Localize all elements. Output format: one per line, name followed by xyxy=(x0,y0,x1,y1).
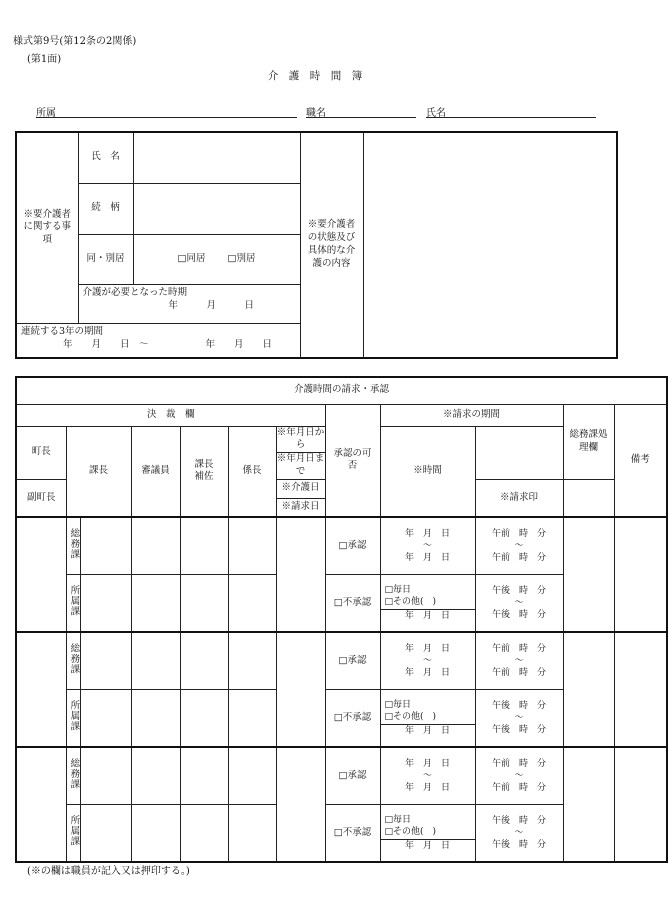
kessai-header: 決 裁 欄 xyxy=(16,404,325,426)
somuka-label: 総務課 xyxy=(66,632,80,689)
time-header: ※時間 xyxy=(380,426,475,517)
seal-cell[interactable] xyxy=(228,574,276,632)
seal-cell[interactable] xyxy=(180,804,228,862)
seal-cell[interactable] xyxy=(228,689,276,747)
seal-cell[interactable] xyxy=(180,632,228,689)
care-target-table xyxy=(15,131,618,359)
chocho-seal[interactable] xyxy=(16,747,66,862)
somu-header: 総務課処理欄 xyxy=(563,404,614,479)
request-row xyxy=(16,632,667,689)
shimei-label: 氏名 xyxy=(426,108,446,119)
living-separate-checkbox[interactable]: □別居 xyxy=(227,252,256,264)
sonota-checkbox[interactable]: □その他( ) xyxy=(384,597,437,608)
form-number: 様式第9号(第12条の2関係) xyxy=(13,36,137,47)
kakaricho-seal[interactable] xyxy=(276,747,325,862)
name-field[interactable] xyxy=(133,132,300,183)
needed-period-date: 年 月 日 xyxy=(168,300,255,312)
sonota-checkbox[interactable]: □その他( ) xyxy=(384,827,437,838)
shokumei-underline xyxy=(306,117,416,118)
time-am[interactable]: 午前 時 分 ～ 午前 時 分 xyxy=(475,517,563,574)
state-label: ※要介護者の状態及び具体的な介護の内容 xyxy=(300,132,363,358)
request-day-header: ※請求日 xyxy=(276,498,325,517)
seal-cell[interactable] xyxy=(131,804,180,862)
seal-cell[interactable] xyxy=(228,804,276,862)
somu-cell[interactable] xyxy=(563,747,614,862)
seal-cell[interactable] xyxy=(180,517,228,574)
shozokuka-label: 所属課 xyxy=(66,689,80,747)
seal-cell[interactable] xyxy=(180,689,228,747)
living-options[interactable] xyxy=(133,234,300,284)
seal-cell[interactable] xyxy=(80,689,131,747)
request-title: 介護時間の請求・承認 xyxy=(16,377,667,404)
request-table xyxy=(15,376,668,863)
request-date[interactable]: 年 月 日 xyxy=(381,609,475,622)
seal-cell[interactable] xyxy=(180,747,228,804)
request-seal-header: ※請求印 xyxy=(475,479,563,517)
three-year-field[interactable] xyxy=(16,323,300,358)
relation-field[interactable] xyxy=(133,183,300,234)
request-row xyxy=(16,747,667,804)
sonota-checkbox[interactable]: □その他( ) xyxy=(384,712,437,723)
chocho-seal[interactable] xyxy=(16,517,66,632)
relation-label: 続 柄 xyxy=(78,183,133,234)
kakaricho-seal[interactable] xyxy=(276,632,325,747)
day-options[interactable] xyxy=(380,689,475,747)
request-row xyxy=(16,517,667,574)
somu-cell[interactable] xyxy=(563,517,614,632)
mainichi-checkbox[interactable]: □毎日 xyxy=(384,815,412,826)
kacho-header: 課長 xyxy=(66,426,131,517)
chocho-header: 町長 xyxy=(16,426,66,479)
seal-cell[interactable] xyxy=(80,804,131,862)
mainichi-checkbox[interactable]: □毎日 xyxy=(384,585,412,596)
approval-header: 承認の可否 xyxy=(325,404,380,517)
care-day-header: ※介護日 xyxy=(276,479,325,498)
reject-checkbox[interactable]: □不承認 xyxy=(325,574,380,632)
somuka-label: 総務課 xyxy=(66,747,80,804)
footer-note: (※の欄は職員が記入又は押印する。) xyxy=(27,866,190,877)
time-am[interactable]: 午前 時 分 ～ 午前 時 分 xyxy=(475,747,563,804)
time-pm[interactable]: 午後 時 分 ～ 午後 時 分 xyxy=(475,804,563,862)
to-date-header: ※年月日まで xyxy=(276,453,325,480)
living-label: 同・別居 xyxy=(78,234,133,284)
biko-header: 備考 xyxy=(614,404,667,517)
seal-cell[interactable] xyxy=(228,517,276,574)
chocho-seal[interactable] xyxy=(16,632,66,747)
seal-cell[interactable] xyxy=(80,517,131,574)
three-year-dates: 年 月 日 ～ 年 月 日 xyxy=(63,339,273,351)
care-target-side-label: ※要介護者に関する事項 xyxy=(16,132,78,323)
page-title: 介 護 時 間 簿 xyxy=(267,70,363,82)
time-pm[interactable]: 午後 時 分 ～ 午後 時 分 xyxy=(475,574,563,632)
shokumei-label: 職名 xyxy=(306,108,326,119)
biko-cell[interactable] xyxy=(614,517,667,632)
shimei-underline xyxy=(426,117,596,118)
day-options[interactable] xyxy=(380,804,475,862)
living-together-checkbox[interactable]: □同居 xyxy=(177,252,206,264)
kakaricho-seal[interactable] xyxy=(276,517,325,632)
request-date[interactable]: 年 月 日 xyxy=(381,839,475,852)
seal-cell[interactable] xyxy=(131,632,180,689)
needed-period-label: 介護が必要となった時期 xyxy=(82,286,188,298)
seal-cell[interactable] xyxy=(131,517,180,574)
mainichi-checkbox[interactable]: □毎日 xyxy=(384,700,412,711)
period-range[interactable]: 年 月 日 ～ 年 月 日 xyxy=(380,517,475,574)
seal-cell[interactable] xyxy=(131,747,180,804)
approve-checkbox[interactable]: □承認 xyxy=(325,747,380,804)
biko-cell[interactable] xyxy=(614,632,667,747)
shingiin-header: 審議員 xyxy=(131,426,180,517)
kacho-hosa-header: 課長補佐 xyxy=(180,426,228,517)
needed-period-field[interactable] xyxy=(78,284,300,323)
seal-cell[interactable] xyxy=(228,632,276,689)
seal-cell[interactable] xyxy=(180,574,228,632)
name-label: 氏 名 xyxy=(78,132,133,183)
time-am[interactable]: 午前 時 分 ～ 午前 時 分 xyxy=(475,632,563,689)
approve-checkbox[interactable]: □承認 xyxy=(325,632,380,689)
seal-cell[interactable] xyxy=(80,747,131,804)
state-field[interactable] xyxy=(363,132,617,358)
shozoku-label: 所属 xyxy=(36,108,56,119)
seal-cell[interactable] xyxy=(131,689,180,747)
somu-cell[interactable] xyxy=(563,632,614,747)
period-range[interactable]: 年 月 日 ～ 年 月 日 xyxy=(380,747,475,804)
time-pm[interactable]: 午後 時 分 ～ 午後 時 分 xyxy=(475,689,563,747)
biko-cell[interactable] xyxy=(614,747,667,862)
request-date[interactable]: 年 月 日 xyxy=(381,724,475,737)
reject-checkbox[interactable]: □不承認 xyxy=(325,689,380,747)
seal-cell[interactable] xyxy=(80,574,131,632)
approve-checkbox[interactable]: □承認 xyxy=(325,517,380,574)
kakaricho-header: 係長 xyxy=(228,426,276,517)
seal-cell[interactable] xyxy=(228,747,276,804)
seal-cell[interactable] xyxy=(131,574,180,632)
reject-checkbox[interactable]: □不承認 xyxy=(325,804,380,862)
fukuchocho-header: 副町長 xyxy=(16,479,66,517)
somuka-label: 総務課 xyxy=(66,517,80,574)
day-options[interactable] xyxy=(380,574,475,632)
page-number: (第1面) xyxy=(27,54,62,65)
from-date-header: ※年月日から xyxy=(276,426,325,453)
period-range[interactable]: 年 月 日 ～ 年 月 日 xyxy=(380,632,475,689)
three-year-label: 連続する3年の期間 xyxy=(21,325,104,337)
shozokuka-label: 所属課 xyxy=(66,574,80,632)
shozoku-underline xyxy=(36,117,297,118)
period-header: ※請求の期間 xyxy=(380,404,563,426)
shozokuka-label: 所属課 xyxy=(66,804,80,862)
seal-cell[interactable] xyxy=(80,632,131,689)
